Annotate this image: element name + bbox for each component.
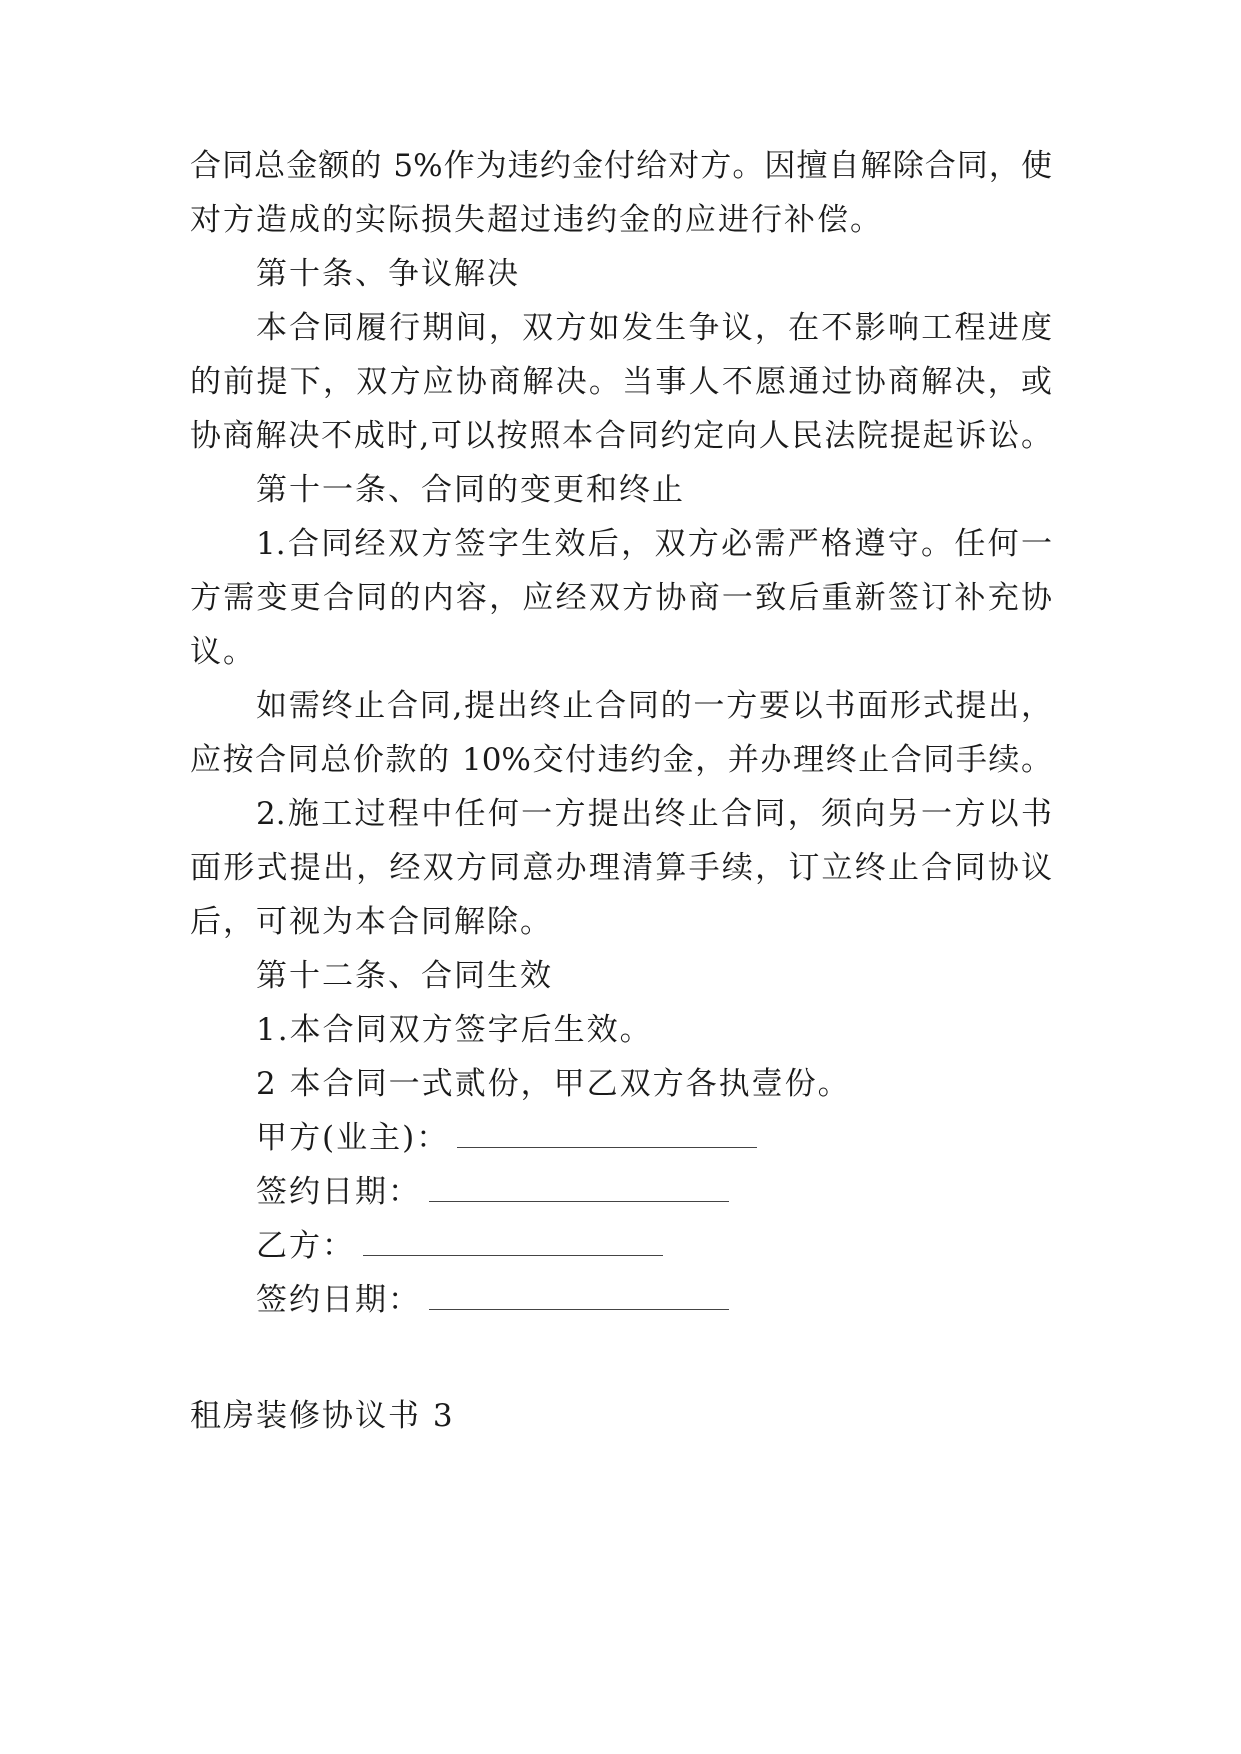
text-line: 如需终止合同,提出终止合同的一方要以书面形式提出， — [256, 688, 1052, 724]
text-line: 2.施工过程中任何一方提出终止合同，须向另一方以书 — [256, 796, 1052, 832]
text-line: 2 本合同一式贰份，甲乙双方各执壹份。 — [256, 1066, 851, 1102]
party-b-signature-blank — [363, 1229, 663, 1256]
date-a-label: 签约日期： — [256, 1174, 421, 1210]
text-line: 议。 — [190, 634, 256, 670]
party-a-signature — [256, 1118, 757, 1158]
article-11-title: 第十一条、合同的变更和终止 — [256, 472, 685, 508]
article-10-title: 第十条、争议解决 — [256, 256, 520, 292]
text-line: 1.合同经双方签字生效后，双方必需严格遵守。任何一 — [256, 526, 1052, 562]
text-line: 后，可视为本合同解除。 — [190, 904, 553, 940]
date-b-blank — [429, 1283, 729, 1310]
party-a-signature-blank — [457, 1121, 757, 1148]
text-line: 合同总金额的 5%作为违约金付给对方。因擅自解除合同，使 — [190, 148, 1052, 184]
text-line: 协商解决不成时,可以按照本合同约定向人民法院提起诉讼。 — [190, 418, 1052, 454]
date-a-signature — [256, 1172, 729, 1212]
date-b-label: 签约日期： — [256, 1282, 421, 1318]
date-b-signature — [256, 1280, 729, 1320]
party-b-signature — [256, 1226, 663, 1266]
text-line: 本合同履行期间，双方如发生争议，在不影响工程进度 — [256, 310, 1052, 346]
article-12-title: 第十二条、合同生效 — [256, 958, 553, 994]
text-line: 方需变更合同的内容，应经双方协商一致后重新签订补充协 — [190, 580, 1052, 616]
date-a-blank — [429, 1175, 729, 1202]
party-b-label: 乙方： — [256, 1228, 355, 1264]
party-a-label: 甲方(业主)： — [256, 1120, 450, 1156]
text-line: 的前提下，双方应协商解决。当事人不愿通过协商解决，或 — [190, 364, 1052, 400]
text-line: 1.本合同双方签字后生效。 — [256, 1012, 653, 1048]
next-document-heading: 租房装修协议书 3 — [190, 1398, 455, 1434]
text-line: 应按合同总价款的 10%交付违约金，并办理终止合同手续。 — [190, 742, 1052, 778]
text-line: 面形式提出，经双方同意办理清算手续，订立终止合同协议 — [190, 850, 1052, 886]
text-line: 对方造成的实际损失超过违约金的应进行补偿。 — [190, 202, 883, 238]
